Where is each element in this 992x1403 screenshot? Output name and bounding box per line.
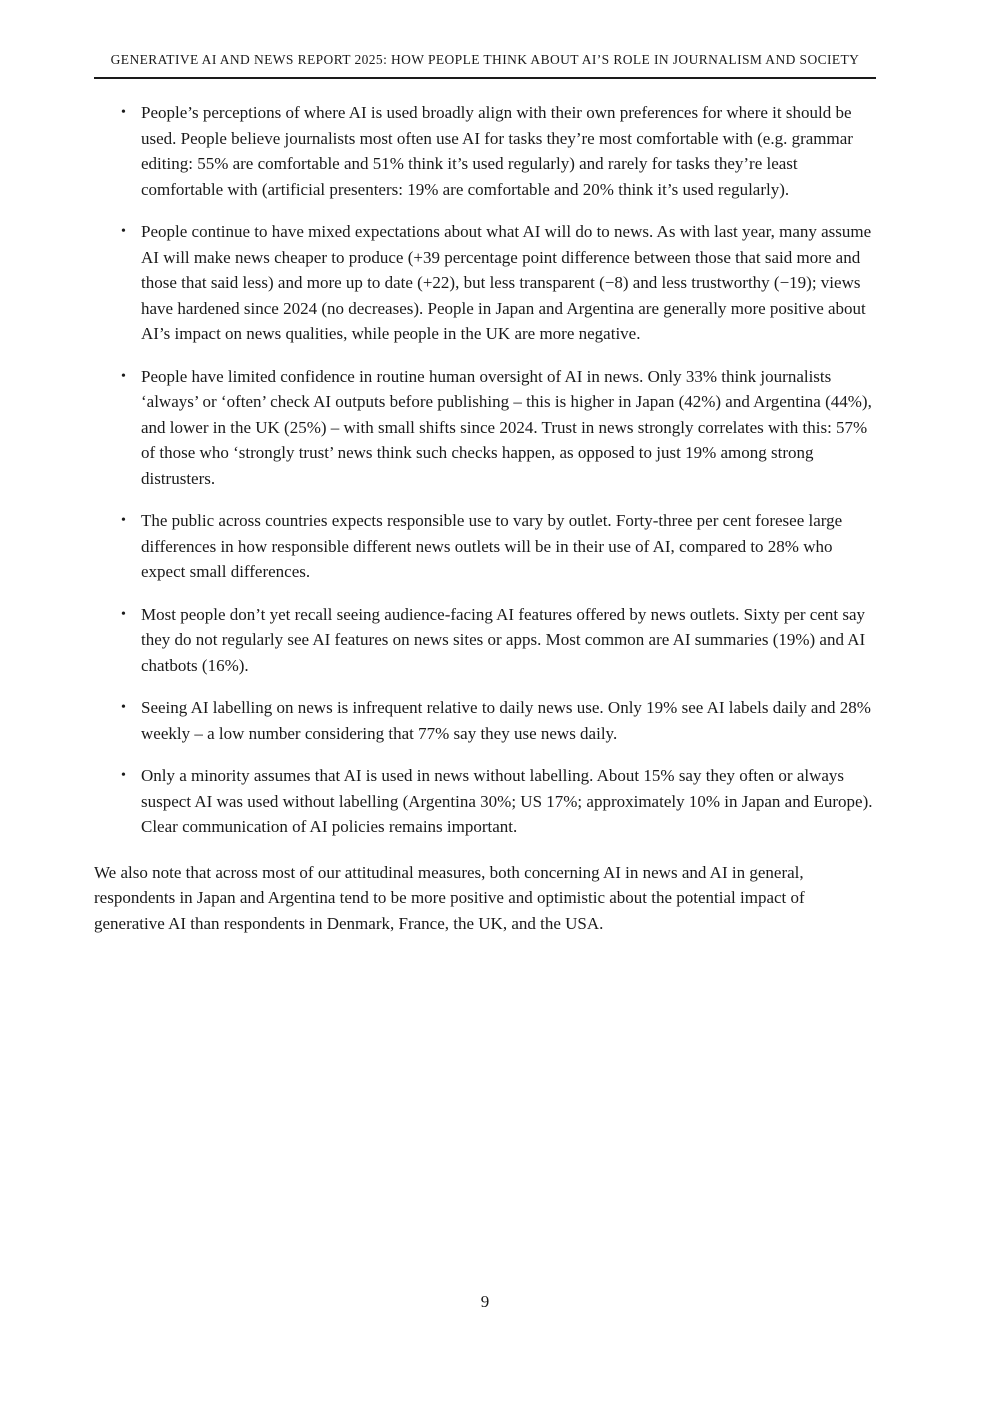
bullet-marker: • bbox=[121, 700, 126, 715]
body-text bbox=[94, 79, 876, 936]
list-item bbox=[94, 695, 876, 746]
page-footer bbox=[94, 1292, 876, 1312]
list-item bbox=[94, 100, 876, 202]
bullet-text: Seeing AI labelling on news is infrequent relative to daily news use. Only 19% see AI labels daily and 28% weekly – a low number considering that 77% say they use news daily. bbox=[141, 698, 871, 743]
closing-paragraph: We also note that across most of our attitudinal measures, both concerning AI in news and AI in general, respondents in Japan and Argentina tend to be more positive and optimistic about the potential impact of generative AI than respondents in Denmark, France, the UK, and the USA. bbox=[94, 862, 805, 933]
list-item bbox=[94, 763, 876, 840]
list-item bbox=[94, 219, 876, 347]
bullet-text: People’s perceptions of where AI is used broadly align with their own preferences for where it should be used. People believe journalists most often use AI for tasks they’re most comfortable with (e.g. grammar editing: 55% are comfortable and 51% think it’s used regularly) and rarely for tasks they’re least comfortable with (artificial presenters: 19% are comfortable and 20% think it’s used regularly). bbox=[141, 103, 853, 199]
bullet-text: People continue to have mixed expectations about what AI will do to news. As with last year, many assume AI will make news cheaper to produce (+39 percentage point difference between those that said more and those that said less) and more up to date (+22), but less transparent (−8) and less trustworthy (−19); views have hardened since 2024 (no decreases). People in Japan and Argentina are generally more positive about AI’s impact on news qualities, while people in the UK are more negative. bbox=[141, 222, 872, 343]
bullet-marker: • bbox=[121, 368, 126, 384]
list-item bbox=[94, 364, 876, 492]
bullet-marker: • bbox=[121, 105, 126, 120]
page-content bbox=[94, 0, 876, 936]
page-number: 9 bbox=[480, 1292, 490, 1311]
bullet-marker: • bbox=[121, 513, 126, 528]
list-item bbox=[94, 508, 876, 585]
running-header-title: GENERATIVE AI AND NEWS REPORT 2025: HOW PEOPLE THINK ABOUT AI’S ROLE IN JOURNALISM AND SOCIETY bbox=[110, 52, 860, 67]
bullet-text: People have limited confidence in routine human oversight of AI in news. Only 33% think journalists ‘always’ or ‘often’ check AI outputs before publishing – this is higher in Japan (42%) and Argentina (44%), and lower in the UK (25%) – with small shifts since 2024. Trust in news strongly correlates with this: 57% of those who ‘strongly trust’ news think such checks happen, as opposed to just 19% among strong distrusters. bbox=[141, 366, 872, 488]
bullet-text: Only a minority assumes that AI is used in news without labelling. About 15% say they often or always suspect AI was used without labelling (Argentina 30%; US 17%; approximately 10% in Japan and Europe). Clear communication of AI policies remains important. bbox=[141, 766, 873, 836]
bullet-marker: • bbox=[121, 768, 126, 783]
bullet-marker: • bbox=[121, 224, 126, 239]
list-item bbox=[94, 602, 876, 679]
bullet-marker: • bbox=[121, 606, 126, 622]
bullet-text: Most people don’t yet recall seeing audience-facing AI features offered by news outlets. Sixty per cent say they do not regularly see AI features on news sites or apps. Most common are AI summaries (19%) and AI chatbots (16%). bbox=[141, 604, 866, 675]
running-header bbox=[94, 0, 876, 79]
bullet-text: The public across countries expects responsible use to vary by outlet. Forty-three per cent foresee large differences in how responsible different news outlets will be in their use of AI, compared to 28% who expect small differences. bbox=[141, 511, 843, 581]
